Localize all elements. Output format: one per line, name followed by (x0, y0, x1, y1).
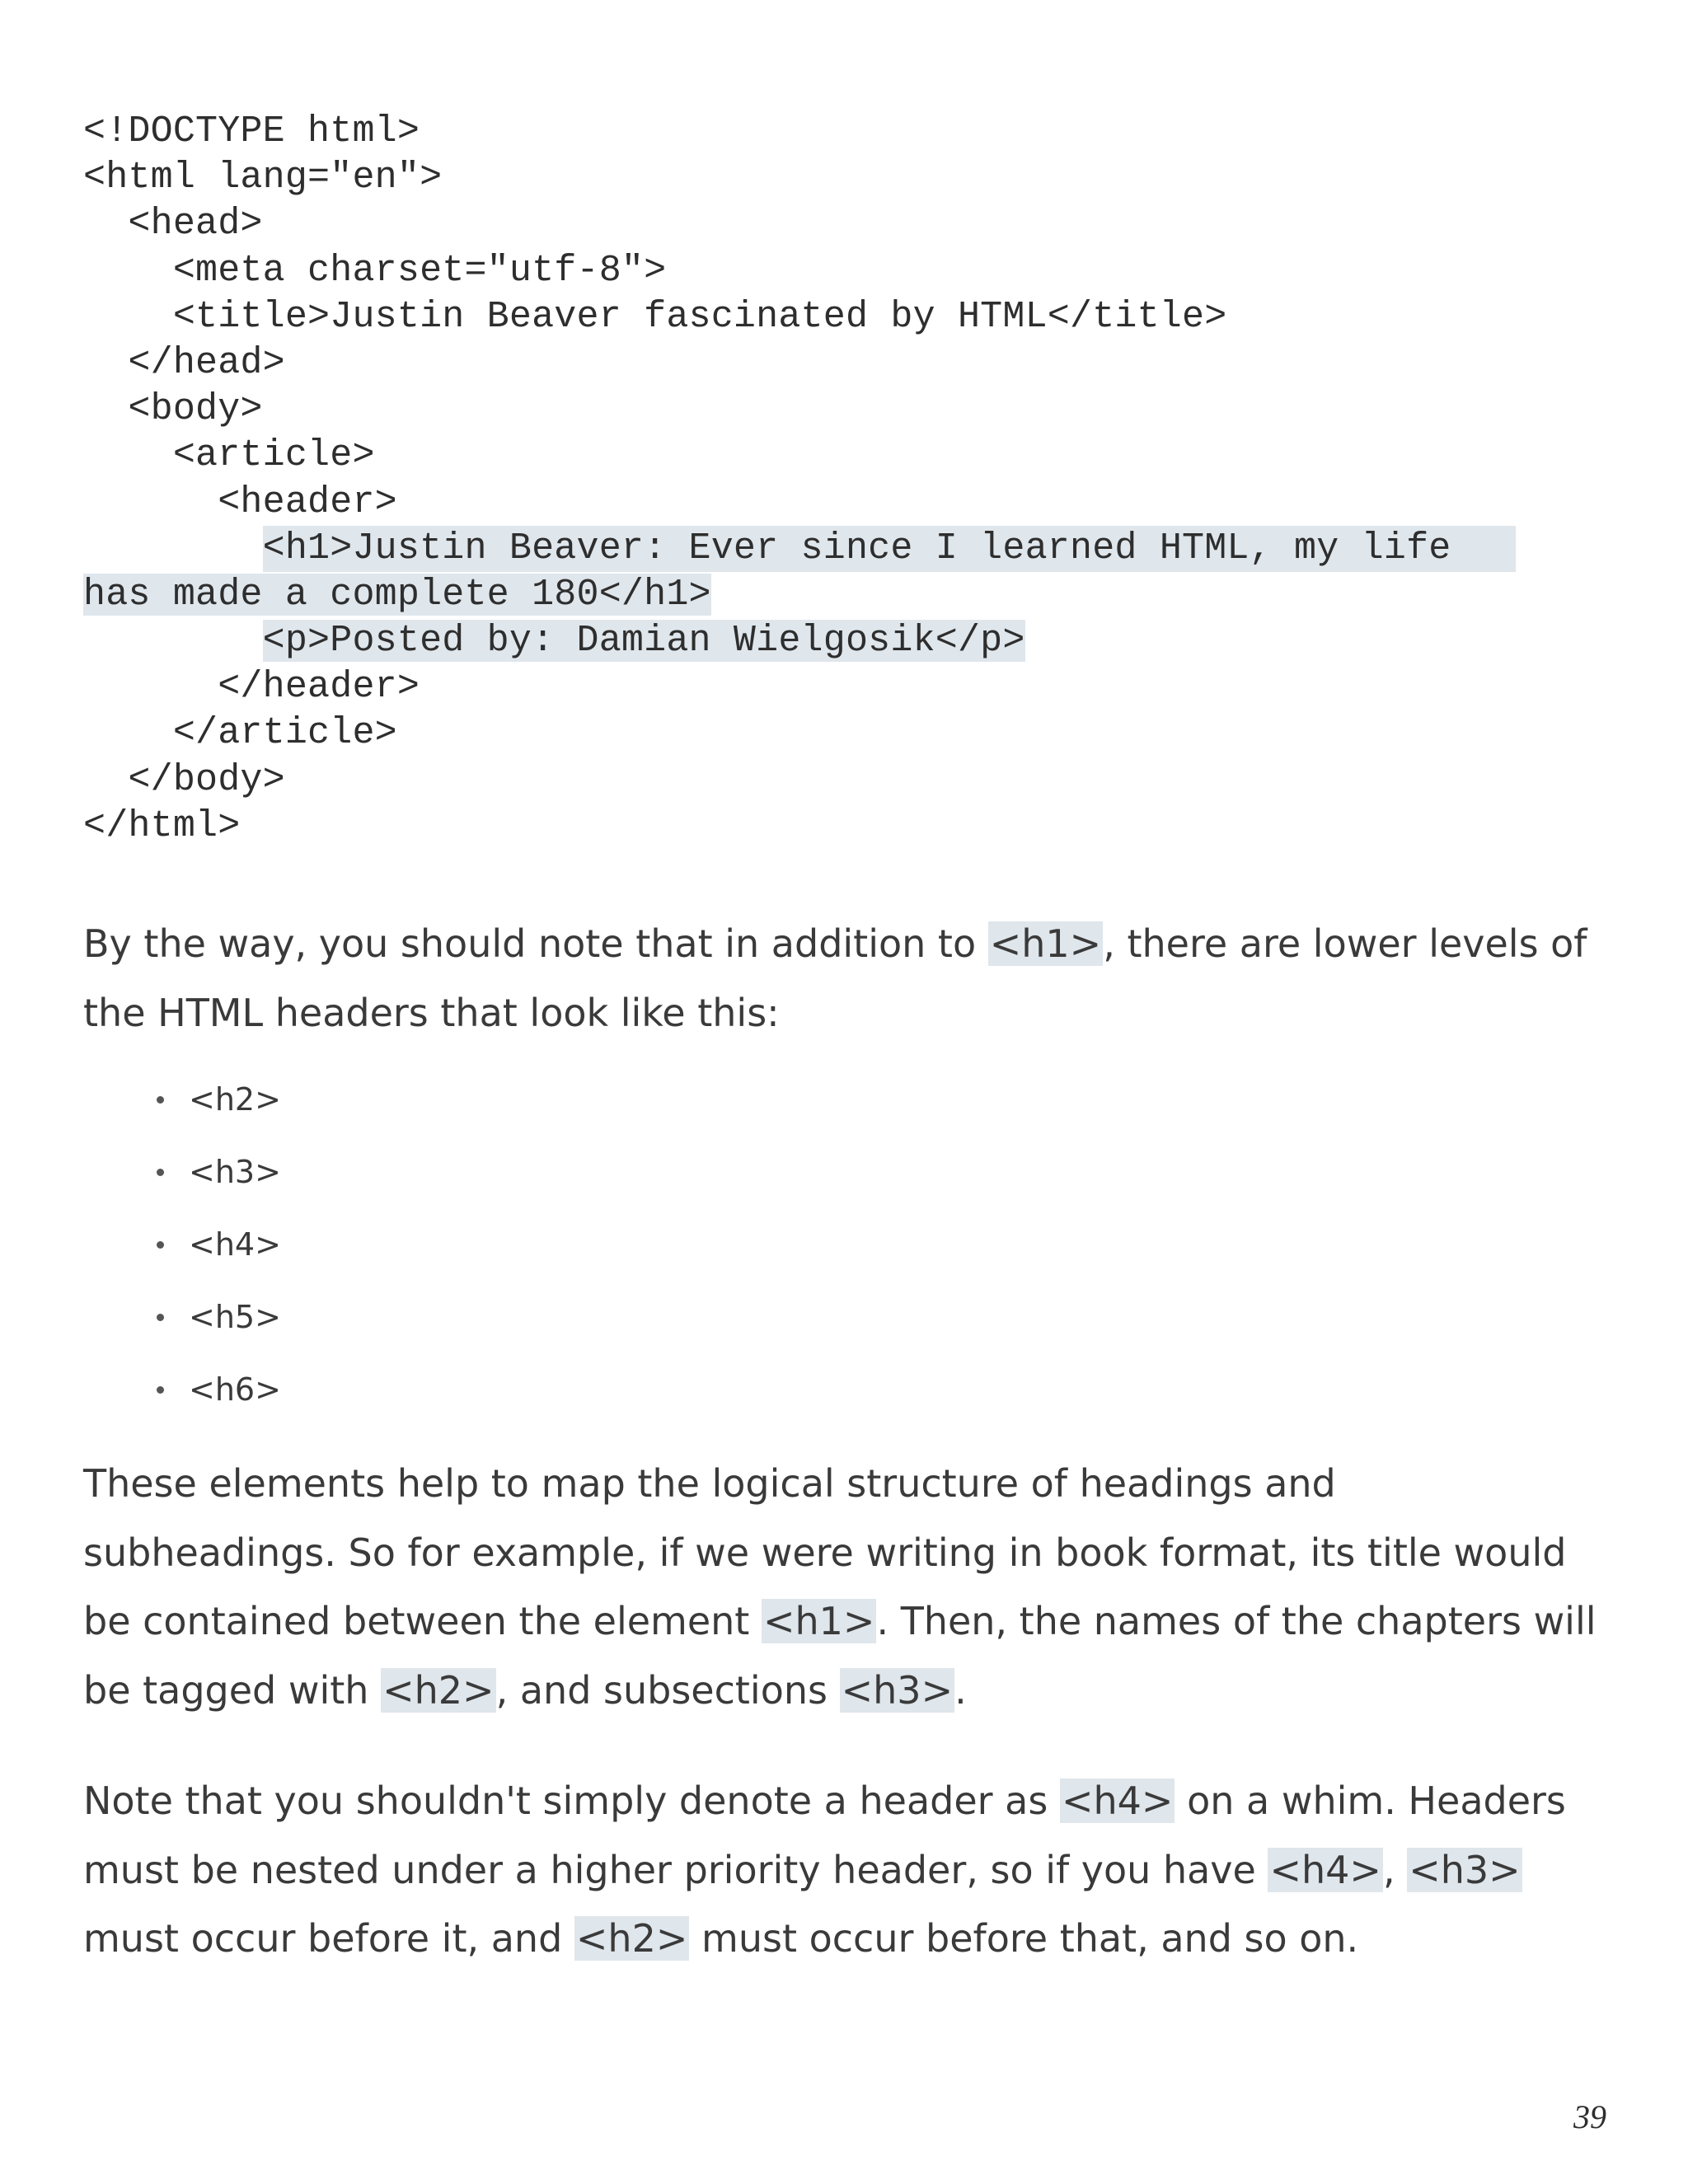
code-line: <header> (83, 480, 397, 523)
inline-code: <h3> (1409, 1847, 1521, 1892)
code-highlight: <h1>Justin Beaver: Ever since I learned HTML, my life (263, 526, 1516, 572)
list-item (157, 1281, 281, 1353)
inline-code: <h4> (1269, 1847, 1381, 1892)
inline-code: <h4> (1061, 1779, 1174, 1823)
code-block (83, 109, 1616, 850)
code-line: <html lang="en"> (83, 157, 443, 199)
code-line-highlighted (83, 572, 1616, 618)
code-line: <!DOCTYPE html> (83, 110, 420, 152)
inline-code: <h1> (989, 921, 1102, 966)
code-line: <head> (83, 203, 263, 246)
code-line: </body> (83, 758, 285, 801)
bullet-icon (157, 1386, 164, 1394)
list-item (157, 1208, 281, 1281)
list-item (157, 1353, 281, 1426)
page-number: 39 (1573, 2098, 1606, 2135)
paragraph-nesting (83, 1767, 1600, 1974)
code-line-highlighted (83, 526, 1616, 572)
inline-code: <h3> (841, 1667, 954, 1713)
code-line: <meta charset="utf-8"> (83, 249, 667, 292)
list-item-label: <h3> (189, 1154, 281, 1190)
text-run: , there are lower levels of the HTML headers that look like this: (83, 921, 1587, 1035)
text-run: These elements help to map the logical structure of headings and subheadings. So for example, if we were writing in book format, its title would be contained between the element (83, 1461, 1567, 1643)
code-line: <title>Justin Beaver fascinated by HTML</title> (83, 295, 1227, 338)
paragraph-structure (83, 1450, 1600, 1725)
code-highlight: <p>Posted by: Damian Wielgosik</p> (262, 620, 1025, 663)
inline-code: <h1> (762, 1599, 875, 1643)
bullet-icon (157, 1169, 164, 1176)
code-line: </article> (83, 712, 397, 755)
text-run: on a whim. Headers must be nested under a higher priority header, so if you have (83, 1779, 1566, 1892)
inline-code: <h2> (575, 1916, 688, 1961)
list-item-label: <h4> (189, 1226, 281, 1263)
list-item-label: <h5> (189, 1299, 281, 1335)
text-run: must occur before that, and so on. (689, 1916, 1359, 1961)
header-levels-list (157, 1063, 281, 1426)
text-run: . Then, the names of the chapters will be tagged with (83, 1599, 1597, 1713)
list-item-label: <h2> (189, 1081, 281, 1118)
text-run: , and subsections (495, 1667, 840, 1713)
code-line: </header> (83, 666, 420, 709)
code-line-highlighted (83, 618, 1616, 664)
paragraph-intro (83, 910, 1600, 1047)
text-run: , (1382, 1847, 1408, 1892)
inline-code: <h2> (382, 1667, 495, 1713)
code-indent (83, 620, 263, 662)
code-indent (83, 527, 263, 569)
code-highlight: has made a complete 180</h1> (83, 573, 711, 616)
list-item-label: <h6> (189, 1371, 281, 1408)
bullet-icon (157, 1096, 164, 1104)
text-run: Note that you shouldn't simply denote a header as (83, 1779, 1060, 1823)
code-line: </html> (83, 804, 241, 847)
bullet-icon (157, 1241, 164, 1249)
list-item (157, 1063, 281, 1136)
text-run: . (954, 1667, 967, 1713)
list-item (157, 1136, 281, 1208)
text-run: must occur before it, and (83, 1916, 574, 1961)
code-line: <article> (83, 434, 375, 477)
code-line: </head> (83, 341, 285, 384)
text-run: By the way, you should note that in addition to (83, 921, 988, 966)
code-line: <body> (83, 388, 263, 431)
bullet-icon (157, 1314, 164, 1321)
